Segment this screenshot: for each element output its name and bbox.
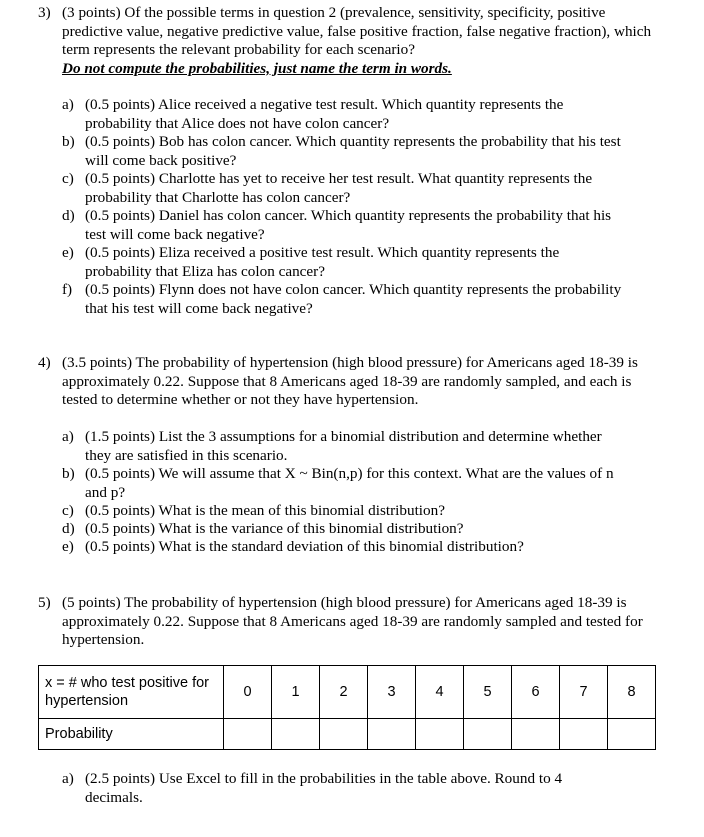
q5-part-a: a) (2.5 points) Use Excel to fill in the probabilities in the table above. Round to 4 decimals. [62,770,563,806]
probability-label-cell: Probability [39,719,224,750]
q4-part-a: a) (1.5 points) List the 3 assumptions for a binomial distribution and determine whether they are satisfied in this scenario. [62,428,602,464]
question-number: 4) [38,354,51,371]
probability-cell [224,719,272,750]
table-probability-row [39,719,656,750]
q3-part-c: c) (0.5 points) Charlotte has yet to receive her test result. What quantity represents the probability that Charlotte has colon cancer? [62,170,593,206]
x-header-cell: x = # who test positive for hypertension [39,666,224,719]
q3-part-a: a) (0.5 points) Alice received a negative test result. Which quantity represents the probability that Alice does not have colon cancer? [62,96,564,132]
x-value-cell: 5 [464,666,512,719]
probability-cell [272,719,320,750]
probability-cell [608,719,656,750]
q4-part-c: c) (0.5 points) What is the mean of this binomial distribution? [62,502,445,519]
question-text: (3 points) Of the possible terms in question 2 (prevalence, sensitivity, specificity, positive predictive value, negative predictive value, false positive fraction, false negative fraction), which term represents the relevant probability for each scenario? Do not compute the probabilities, just name the term in words. [62,4,652,77]
q3-part-d: d) (0.5 points) Daniel has colon cancer. Which quantity represents the probability that his test will come back negative? [62,207,612,243]
x-value-cell: 4 [416,666,464,719]
question-number: 3) [38,4,51,21]
question-text: (3.5 points) The probability of hypertension (high blood pressure) for Americans aged 18-39 is approximately 0.22. Suppose that 8 Americans aged 18-39 are randomly sampled, and each is tested to determine whether or not they have hypertension. [62,354,638,408]
probability-cell [416,719,464,750]
binomial-table [38,665,656,750]
question-3 [38,4,668,78]
x-value-cell: 3 [368,666,416,719]
x-value-cell: 2 [320,666,368,719]
x-value-cell: 0 [224,666,272,719]
x-value-cell: 1 [272,666,320,719]
question-4 [38,354,668,410]
question-number: 5) [38,594,51,611]
probability-cell [320,719,368,750]
q4-part-d: d) (0.5 points) What is the variance of this binomial distribution? [62,520,464,537]
probability-cell [368,719,416,750]
question-text: (5 points) The probability of hypertension (high blood pressure) for Americans aged 18-39 is approximately 0.22. Suppose that 8 Americans aged 18-39 are randomly sampled and tested for hypertension. [62,594,643,648]
q3-part-e: e) (0.5 points) Eliza received a positive test result. Which quantity represents the probability that Eliza has colon cancer? [62,244,560,280]
q4-part-b: b) (0.5 points) We will assume that X ~ Bin(n,p) for this context. What are the values of n and p? [62,465,614,501]
q3-part-b: b) (0.5 points) Bob has colon cancer. Which quantity represents the probability that his test will come back positive? [62,133,621,169]
probability-cell [512,719,560,750]
q4-part-e: e) (0.5 points) What is the standard deviation of this binomial distribution? [62,538,524,555]
instruction: Do not compute the probabilities, just name the term in words. [62,59,452,77]
x-value-cell: 7 [560,666,608,719]
x-value-cell: 8 [608,666,656,719]
question-5 [38,594,668,650]
x-value-cell: 6 [512,666,560,719]
probability-cell [464,719,512,750]
q3-part-f: f) (0.5 points) Flynn does not have colon cancer. Which quantity represents the probability that his test will come back negative? [62,281,622,317]
table-header-row [39,666,656,719]
probability-cell [560,719,608,750]
